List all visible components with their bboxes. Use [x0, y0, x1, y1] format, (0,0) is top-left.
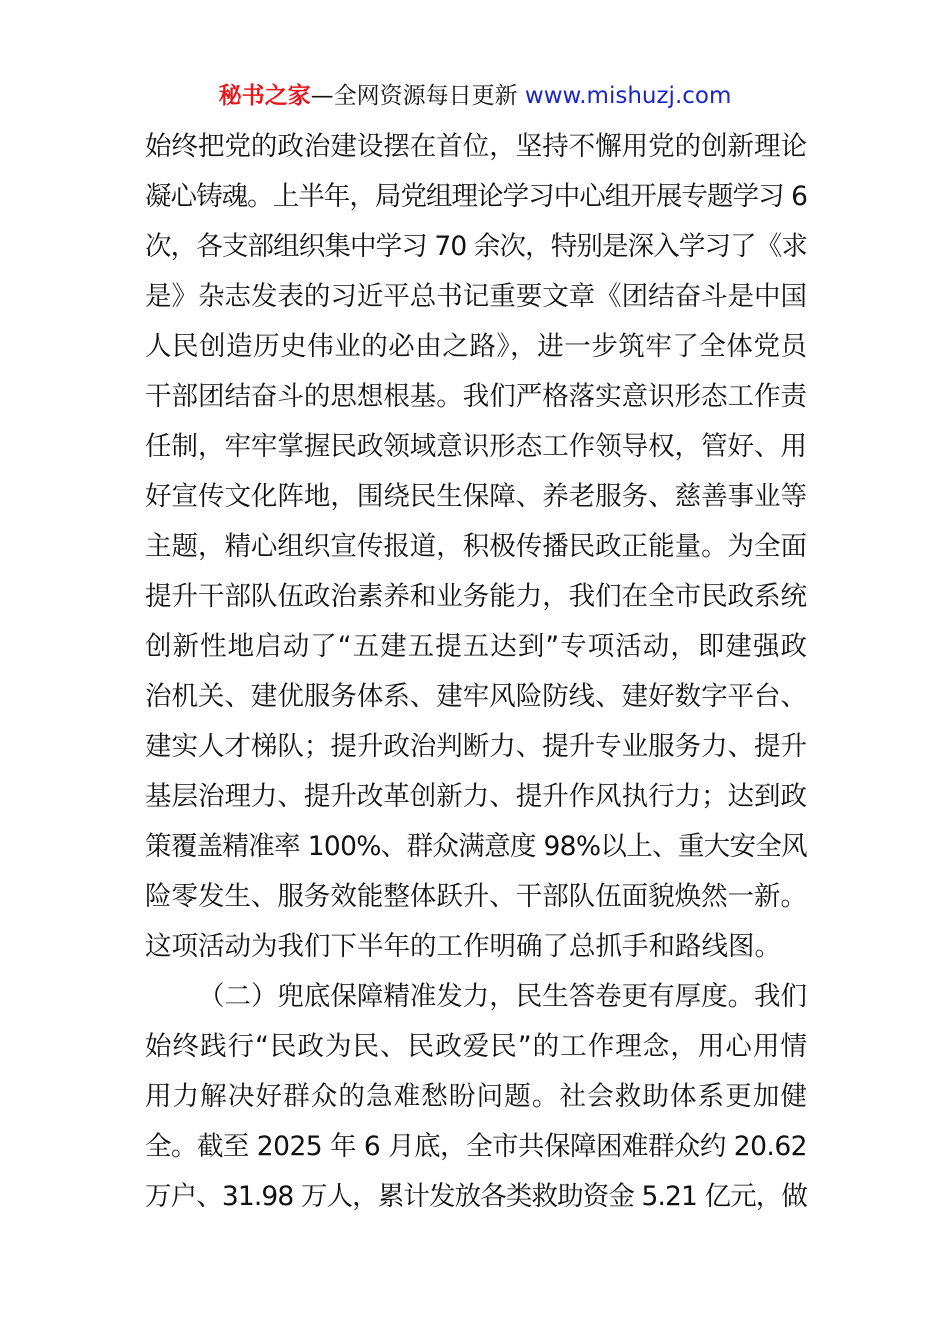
- text-line: 好宣传文化阵地，围绕民生保障、养老服务、慈善事业等: [145, 481, 807, 512]
- text-line: 人民创造历史伟业的必由之路》，进一步筑牢了全体党员: [145, 331, 807, 362]
- text-line: 任制，牢牢掌握民政领域意识形态工作领导权，管好、用: [145, 431, 807, 462]
- text-line: 基层治理力、提升改革创新力、提升作风执行力；达到政: [145, 781, 807, 812]
- text-line: 建实人才梯队；提升政治判断力、提升专业服务力、提升: [145, 731, 807, 762]
- text-line: 是》杂志发表的习近平总书记重要文章《团结奋斗是中国: [145, 281, 807, 312]
- text-line: 用力解决好群众的急难愁盼问题。社会救助体系更加健: [145, 1081, 807, 1112]
- site-url-link[interactable]: www.mishuzj.com: [524, 83, 732, 109]
- header-tagline: —全网资源每日更新: [310, 83, 525, 109]
- text-line: 始终践行“民政为民、民政爱民”的工作理念，用心用情: [145, 1031, 807, 1062]
- text-line: 凝心铸魂。上半年，局党组理论学习中心组开展专题学习 6: [145, 181, 807, 212]
- text-line: 险零发生、服务效能整体跃升、干部队伍面貌焕然一新。: [145, 881, 807, 912]
- text-line: 始终把党的政治建设摆在首位，坚持不懈用党的创新理论: [145, 131, 807, 162]
- brand-name: 秘书之家: [218, 83, 311, 109]
- text-line: 这项活动为我们下半年的工作明确了总抓手和路线图。: [145, 931, 781, 962]
- section-heading-line: （二）兜底保障精准发力，民生答卷更有厚度。我们: [198, 981, 807, 1012]
- text-line: 次，各支部组织集中学习 70 余次，特别是深入学习了《求: [145, 231, 807, 262]
- text-line: 万户、31.98 万人，累计发放各类救助资金 5.21 亿元，做: [145, 1181, 807, 1212]
- document-body: [145, 122, 807, 1222]
- paragraph-2: [145, 972, 807, 1222]
- text-line: 策覆盖精准率 100%、群众满意度 98%以上、重大安全风: [145, 831, 807, 862]
- site-header: [0, 80, 950, 112]
- text-line: 提升干部队伍政治素养和业务能力，我们在全市民政系统: [145, 581, 807, 612]
- text-line: 治机关、建优服务体系、建牢风险防线、建好数字平台、: [145, 681, 807, 712]
- text-line: 创新性地启动了“五建五提五达到”专项活动，即建强政: [145, 631, 807, 662]
- text-line: 主题，精心组织宣传报道，积极传播民政正能量。为全面: [145, 531, 807, 562]
- paragraph-1: [145, 122, 807, 972]
- text-line: 干部团结奋斗的思想根基。我们严格落实意识形态工作责: [145, 381, 807, 412]
- text-line: 全。截至 2025 年 6 月底，全市共保障困难群众约 20.62: [145, 1131, 807, 1162]
